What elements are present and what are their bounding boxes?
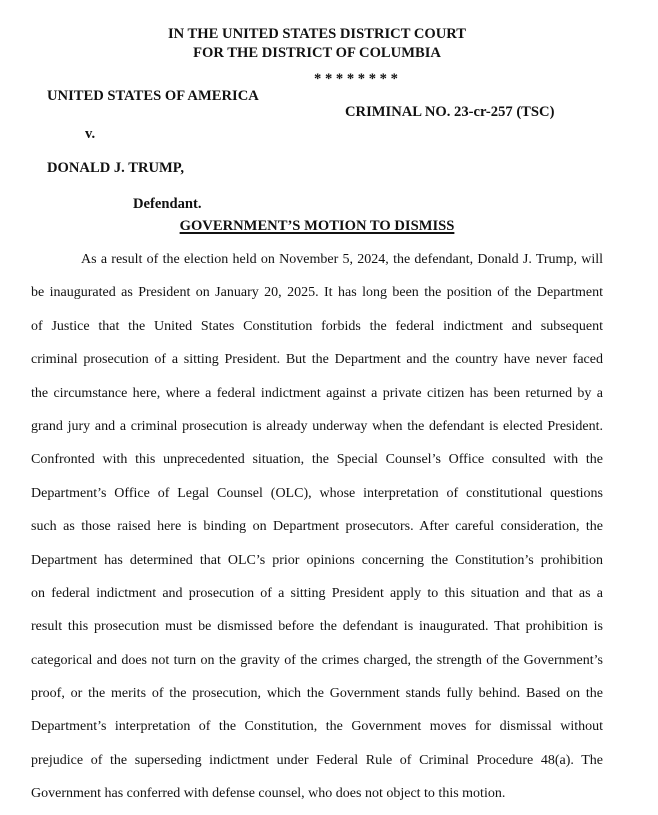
defendant-name: DONALD J. TRUMP, [47, 160, 185, 176]
body-line: be inaugurated as President on January 20, 2025. It has long been the position of the Department [31, 285, 603, 301]
body-line: criminal prosecution of a sitting President. But the Department and the country have never faced [31, 352, 603, 368]
versus-abbreviation: v. [85, 126, 96, 142]
body-line: Department’s interpretation of the Constitution, the Government moves for dismissal without [31, 719, 603, 735]
motion-body-paragraph [31, 243, 603, 811]
body-line: prejudice of the superseding indictment under Federal Rule of Criminal Procedure 48(a). The [31, 752, 603, 768]
court-header-line1: IN THE UNITED STATES DISTRICT COURT [167, 26, 467, 42]
body-line: As a result of the election held on November 5, 2024, the defendant, Donald J. Trump, will [81, 252, 603, 267]
body-line: result this prosecution must be dismissed before the defendant is inaugurated. That prohibition is [31, 619, 603, 635]
body-line: the circumstance here, where a federal indictment against a private citizen has been returned by a [31, 385, 603, 401]
body-line: proof, or the merits of the prosecution, which the Government stands fully behind. Based on the [31, 686, 603, 702]
caption-asterisk-divider: * * * * * * * * [314, 71, 398, 87]
body-line: on federal indictment and prosecution of a sitting President apply to this situation and that as a [31, 585, 603, 601]
body-line: such as those raised here is binding on Department prosecutors. After careful consideration, the [31, 519, 603, 535]
motion-title: GOVERNMENT’S MOTION TO DISMISS [179, 218, 455, 234]
plaintiff-name: UNITED STATES OF AMERICA [47, 88, 259, 104]
body-line: categorical and does not turn on the gravity of the crimes charged, the strength of the Government’s [31, 652, 603, 668]
body-line: Department’s Office of Legal Counsel (OLC), whose interpretation of constitutional questions [31, 485, 603, 501]
body-line: Confronted with this unprecedented situation, the Special Counsel’s Office consulted with the [31, 452, 603, 468]
body-line: Government has conferred with defense counsel, who does not object to this motion. [31, 786, 506, 802]
court-header-line2: FOR THE DISTRICT OF COLUMBIA [193, 45, 441, 61]
body-line: of Justice that the United States Constitution forbids the federal indictment and subsequent [31, 318, 603, 334]
body-line: Department has determined that OLC’s prior opinions concerning the Constitution’s prohibition [31, 552, 603, 568]
body-line: grand jury and a criminal prosecution is already underway when the defendant is elected President. [31, 418, 603, 434]
case-number: CRIMINAL NO. 23-cr-257 (TSC) [345, 104, 555, 120]
defendant-label: Defendant. [133, 196, 202, 212]
